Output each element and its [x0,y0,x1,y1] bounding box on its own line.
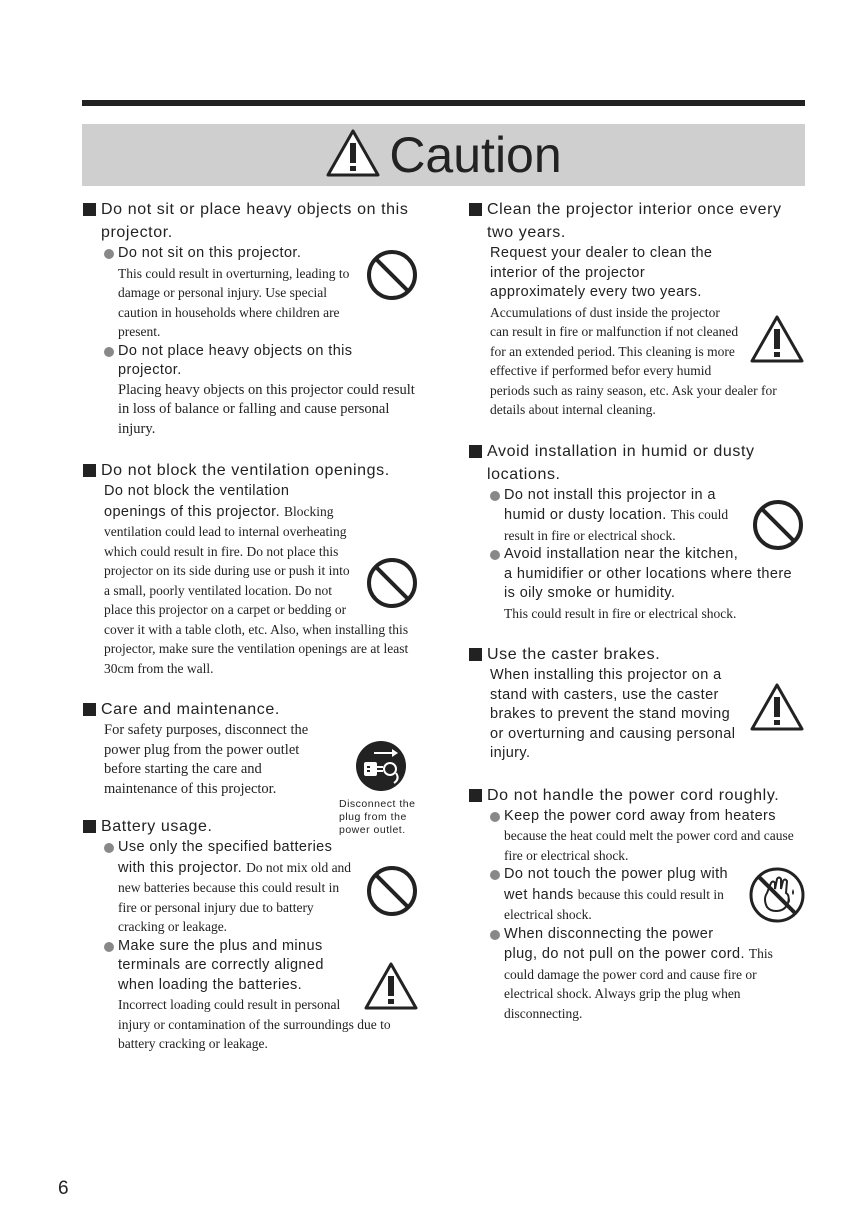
prohibited-icon [365,248,419,302]
section-ventilation: Do not block the ventilation openings. Do not block the ventilation openings of this projector. Blocking ventilation could lead to internal overheating which could result in fire. Do not place this projector on its side during use or push it into a small, poorly ventilated location. Do not place this projector on a carpet or bedding or cover it with a table cloth, etc. Also, when installing this projector, make sure the ventilation openings are at least 30cm from the wall. [83,459,419,678]
circle-bullet [104,249,114,259]
section-heading: Use the caster brakes. [469,643,805,666]
icon-caption: Disconnect the plug from the power outlet. [339,798,416,836]
list-item: Do not touch the power plug with wet hands because this could result in electrical shock. [490,865,805,925]
list-item: When disconnecting the power plug, do not pull on the power cord. This could damage the power cord and cause fire or electrical shock. Always grip the plug when disconnecting. [490,925,805,1024]
section-heading: Do not handle the power cord roughly. [469,784,805,807]
circle-bullet [490,491,500,501]
square-bullet [83,203,96,216]
section-heading: Do not sit or place heavy objects on this projector. [83,198,419,244]
list-item: Use only the specified batteries with this projector. Do not mix old and new batteries because this could result in fire or personal injury due to battery cracking or leakage. [104,838,419,937]
square-bullet [469,789,482,802]
section-sit-heavy-objects [83,198,419,439]
section-humid-dusty [469,440,805,624]
square-bullet [83,464,96,477]
caution-banner [82,124,805,186]
right-column [469,198,805,1043]
section-heading: Battery usage. [83,815,419,838]
warning-triangle-icon [325,128,381,183]
list-item: Avoid installation near the kitchen, a humidifier or other locations where there is oily smoke or humidity. This could result in fire or electrical shock. [490,545,805,623]
circle-bullet [490,930,500,940]
circle-bullet [490,550,500,560]
square-bullet [83,703,96,716]
list-item: Keep the power cord away from heaters because the heat could melt the power cord and cause fire or electrical shock. [490,807,805,866]
page-number: 6 [58,1178,69,1199]
section-heading: Avoid installation in humid or dusty locations. [469,440,805,486]
section-heading: Care and maintenance. [83,698,419,721]
square-bullet [469,445,482,458]
list-item: Do not sit on this projector. This could result in overturning, leading to damage or personal injury. Use special caution in households where children are present. [104,244,419,342]
section-power-cord [469,784,805,1024]
circle-bullet [104,942,114,952]
circle-bullet [104,347,114,357]
warning-triangle-icon [749,314,805,364]
section-heading: Clean the projector interior once every two years. [469,198,805,244]
list-item: Do not install this projector in a humid or dusty location. This could result in fire or electrical shock. [490,486,805,546]
circle-bullet [490,870,500,880]
left-column [83,198,419,1074]
section-battery-usage [83,815,419,1054]
list-item: Do not place heavy objects on this projector. Placing heavy objects on this projector could result in loss of balance or falling and cause personal injury. [104,342,419,440]
page-title: Caution [389,127,562,183]
section-caster-brakes: Use the caster brakes. When installing this projector on a stand with casters, use the caster brakes to prevent the stand moving or overturning and causing personal injury. [469,643,805,764]
disconnect-plug-icon [339,739,423,798]
square-bullet [83,820,96,833]
circle-bullet [104,843,114,853]
prohibited-icon [365,556,419,610]
section-heading: Do not block the ventilation openings. [83,459,419,482]
prohibited-icon [751,498,805,552]
warning-triangle-icon [363,961,419,1011]
list-item: Make sure the plus and minus terminals are correctly aligned when loading the batteries. Incorrect loading could result in personal injury or contamination of the surroundings due to battery cracking or leakage. [104,937,419,1054]
square-bullet [469,648,482,661]
prohibited-icon [365,864,419,918]
section-care-maintenance: Care and maintenance. Disconnect the plug from the power outlet. For safety purposes, disconnect the power plug from the power outlet before starting the care and maintenance of this projector. [83,698,419,799]
no-wet-hands-icon [749,867,805,923]
warning-triangle-icon [749,682,805,732]
top-rule [82,100,805,106]
square-bullet [469,203,482,216]
circle-bullet [490,812,500,822]
section-clean-interior: Clean the projector interior once every two years. Request your dealer to clean the interior of the projector approximately every two years. Accumulations of dust inside the projector can result in fire or malfunction if not cleaned for an extended period. This cleaning is more effective if performed befor every humid periods such as rainy season, etc. Ask your dealer for details about internal cleaning. [469,198,805,420]
